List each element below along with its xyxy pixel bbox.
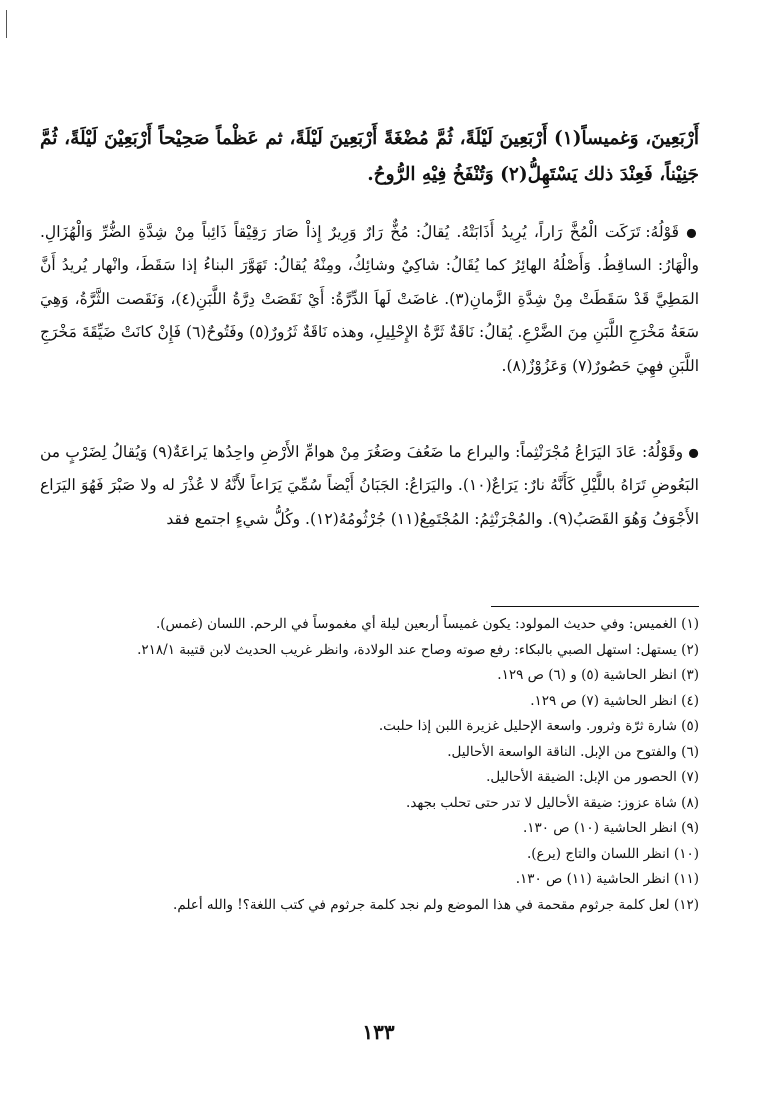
commentary-paragraph-2 — [40, 436, 699, 537]
footnote-item: (٨) شاة عزوز: ضيقة الأحاليل لا تدر حتى تحلب بجهد. — [406, 794, 699, 811]
footnote-item: (١١) انظر الحاشية (١١) ص ١٣٠. — [515, 871, 699, 887]
footnotes-list — [40, 612, 699, 918]
footnote-item: (٩) انظر الحاشية (١٠) ص ١٣٠. — [522, 820, 699, 836]
footnote-item: (٧) الحصور من الإبل: الضيقة الأحاليل. — [486, 769, 699, 785]
margin-mark — [6, 10, 7, 38]
page-number: ١٣٣ — [362, 1020, 395, 1044]
paragraph-text: قَوْلُهُ: تَرَكَت الْمُخَّ رَاراً، يُرِيدُ أَذَابَتْهُ. يُقالُ: مُخٌّ رَارٌ وَرِيرٌ إِذاْ صَارَ رَقِيْقاً ذَائِباً مِنْ شِدَّةِ الضُّرِّ وَالْهُزَالِ. والْهَارُ: الساقِطُ. وَأَصْلُهُ الهائِرُ كما يُقَالُ: شاكِيٌ وشائِكُ، ومِنْهُ يُقالُ: تَهَوَّرَ البناءُ إذا سَقَطَ، وانْهار يُريدُ أَنَّ المَطِيَّ قَدْ سَقَطَتْ مِنْ شِدَّةِ الزَّمانِ(٣). غاضَتْ لَهاَ الدِّرَّةُ: أَيْ نَقَصَتْ دِرَّةُ اللَّبَنِ(٤)، وَنَقَصت الثَّرَّةُ، وَهِيَ سَعَةُ مَخْرَجِ اللَّبَنِ مِنَ الضَّرْعِ. يُقالُ: نَاقَةٌ ثَرَّةُ الإِحْلِيلِ، وهذه نَاقَةٌ ثَرُورٌ(٥) وفَتُوحٌ(٦) فَإِنْ كانَتْ ضَيِّقَةَ مَخْرَجِ اللَّبَنِ فهِيَ حَصُورٌ(٧) وَعَزُوْزٌ(٨). — [40, 222, 700, 375]
paragraph-text: وقَوْلُهُ: عَادَ اليَرَاعُ مُجْرَنْثِماً: واليراع ما ضَعُفَ وصَغُرَ مِنْ هوامِّ الأَرْضِ واحِدُها يَراعَةٌ(٩) وَيُقالُ لِضَرْبٍ من البَعُوضِ تَرَاهُ باللَّيْلِ كَأَنَّهُ نارٌ: يَرَاعٌ(١٠). واليَرَاعُ: الجَبَانُ أَيْضاً سُمِّيَ يَرَاعاً لأَنَّهُ لا عُذْرَ له ولا صَبْرَ فَهُوَ اليَرَاع الأَجْوَفُ وَهُوَ القَصَبُ(٩). والمُجْرَنْثِمُ: المُجْتَمِعُ(١١) جُرْثُومُهُ(١٢). وكُلُّ شيءٍ اجتمع فقد — [40, 442, 699, 528]
footnote-item: (٥) شارة ثرّة وثرور. واسعة الإحليل غزيرة اللبن إذا حلبت. — [378, 718, 699, 734]
footnote-item: (٦) والفتوح من الإبل. الناقة الواسعة الأحاليل. — [447, 743, 699, 760]
footnote-separator — [491, 606, 699, 607]
footnote-item: (٣) انظر الحاشية (٥) و (٦) ص ١٢٩. — [497, 667, 699, 683]
footnote-item: (١) الغميس: وفي حديث المولود: يكون غميساً أربعين ليلة أي مغموساً في الرحم. اللسان (غمس). — [155, 616, 699, 632]
intro-hadith-text: أَرْبَعِينَ، وَغميساً(١) أَرْبَعِينَ لَيْلَةً، ثُمَّ مُضْغَةً أَرْبَعِينَ لَيْلَةً، ثم عَظْماً صَحِيْحاً أَرْبَعِيْنَ لَيْلَةً، ثُمَّ جَنِيْناً، فَعِنْدَ ذلك يَسْتَهِلُّ(٢) وَتُنْفَخُ فِيْهِ الرُّوحُ. — [40, 127, 699, 185]
footnote-item: (١٢) لعل كلمة جرثوم مقحمة في هذا الموضع ولم نجد كلمة جرثوم في كتب اللغة؟! والله أعلم. — [173, 896, 699, 913]
commentary-paragraph-1 — [40, 216, 699, 384]
bullet-icon: ● — [688, 444, 699, 459]
footnote-item: (٢) يستهل: استهل الصبي بالبكاء: رفع صوته وصاح عند الولادة، وانظر غريب الحديث لابن قتيبة ٢١٨/١. — [137, 641, 699, 658]
bullet-icon: ● — [686, 224, 699, 239]
footnote-item: (١٠) انظر اللسان والتاج (يرع). — [526, 845, 699, 862]
footnote-item: (٤) انظر الحاشية (٧) ص ١٢٩. — [530, 692, 699, 709]
